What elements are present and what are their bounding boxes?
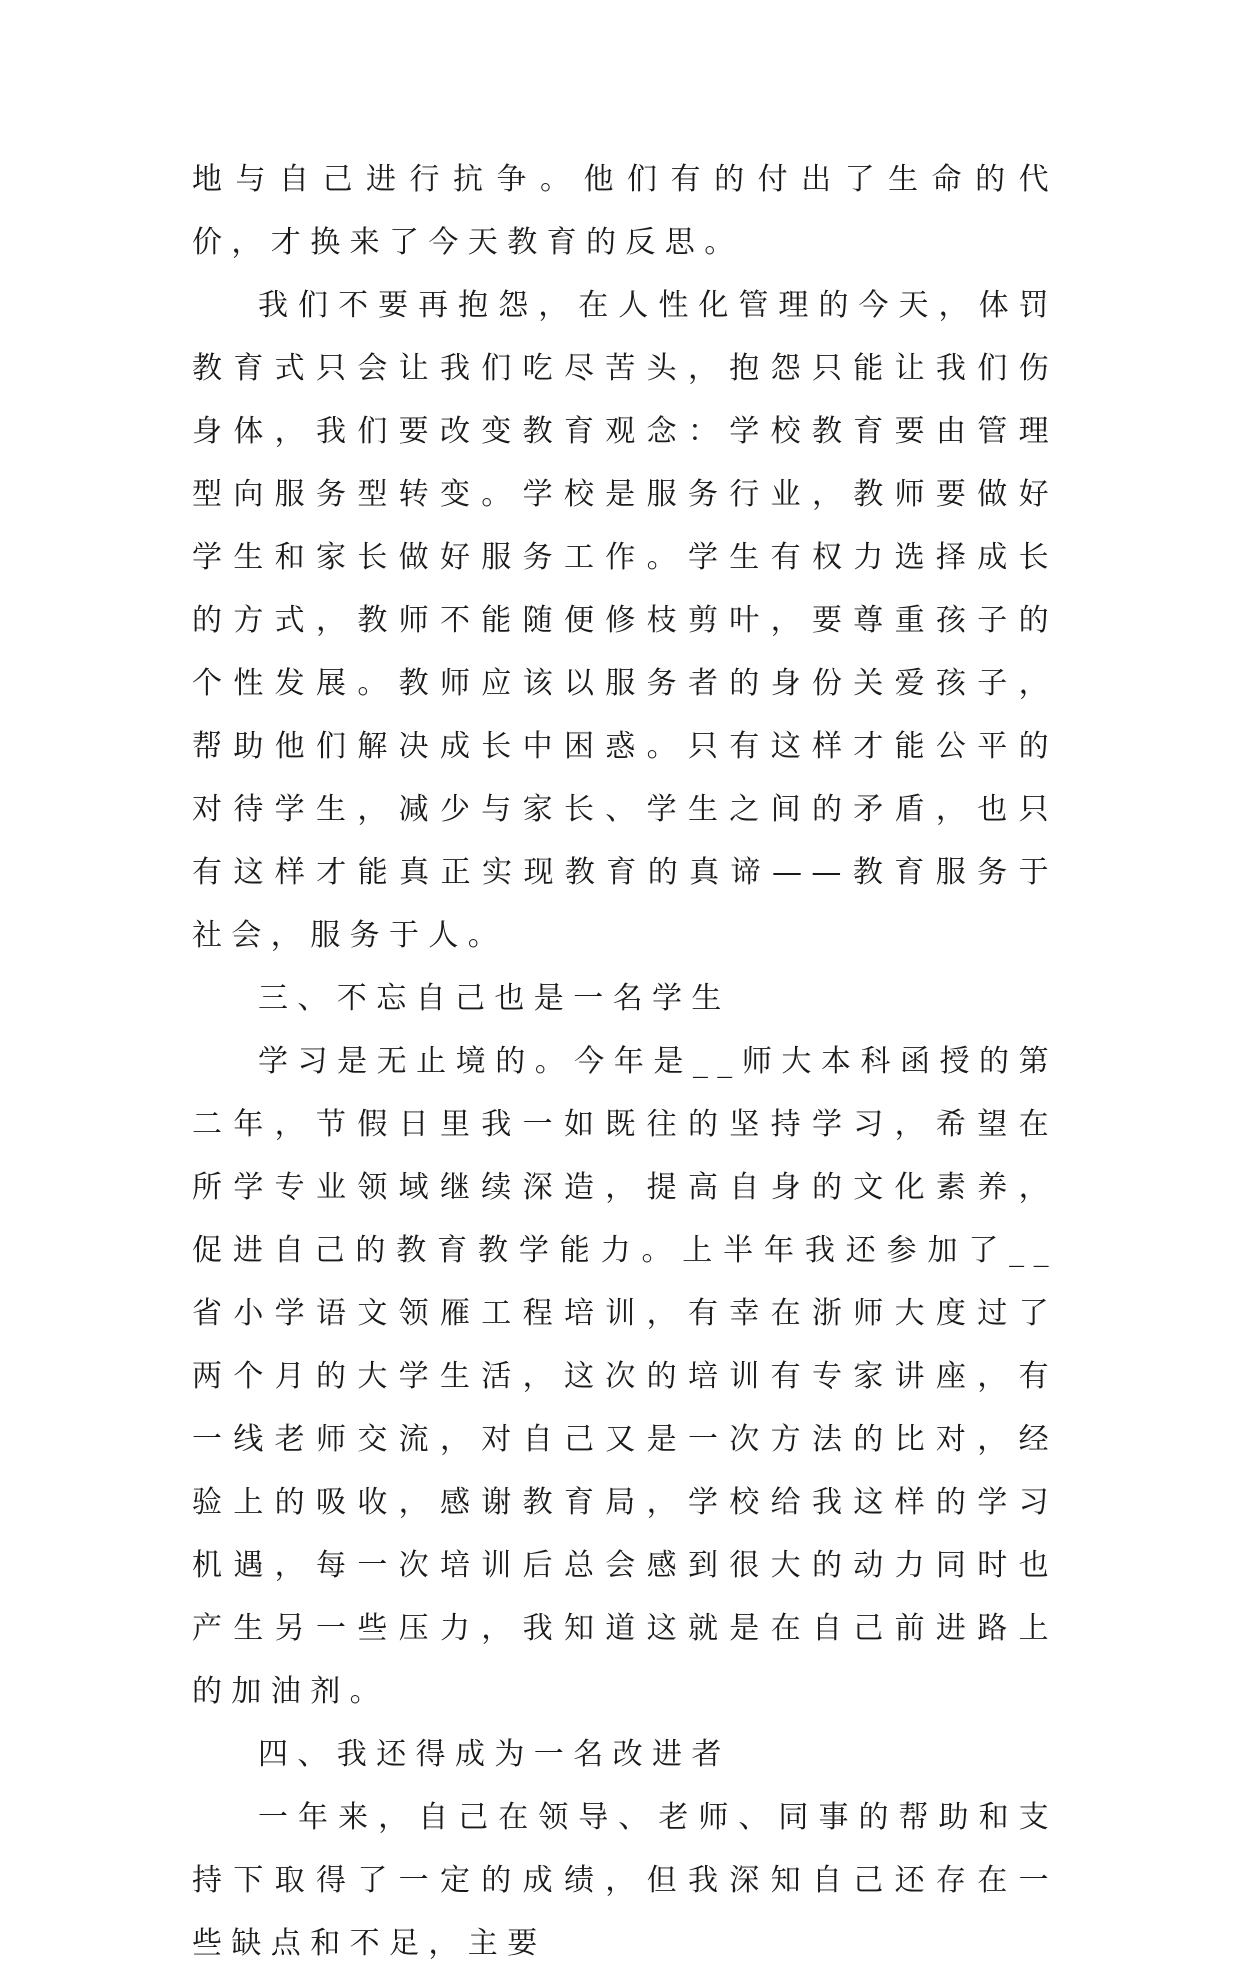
document-page (192, 148, 1058, 1975)
section-heading-3: 三、不忘自己也是一名学生 (258, 981, 731, 1016)
paragraph-continuation: 地与自己进行抗争。他们有的付出了生命的代价，才换来了今天教育的反思。 (192, 162, 1058, 260)
paragraph-learning: 学习是无止境的。今年是__师大本科函授的第二年，节假日里我一如既往的坚持学习，希望在所学专业领域继续深造，提高自身的文化素养，促进自己的教育教学能力。上半年我还参加了__省小学语文领雁工程培训，有幸在浙师大度过了两个月的大学生活，这次的培训有专家讲座，有一线老师交流，对自己又是一次方法的比对，经验上的吸收，感谢教育局，学校给我这样的学习机遇，每一次培训后总会感到很大的动力同时也产生另一些压力，我知道这就是在自己前进路上的加油剂。 (192, 1044, 1058, 1709)
section-heading-4: 四、我还得成为一名改进者 (258, 1737, 731, 1772)
paragraph-improvement: 一年来，自己在领导、老师、同事的帮助和支持下取得了一定的成绩，但我深知自己还存在一些缺点和不足，主要 (192, 1800, 1058, 1961)
paragraph-service-orientation: 我们不要再抱怨，在人性化管理的今天，体罚教育式只会让我们吃尽苦头，抱怨只能让我们伤身体，我们要改变教育观念：学校教育要由管理型向服务型转变。学校是服务行业，教师要做好学生和家长做好服务工作。学生有权力选择成长的方式，教师不能随便修枝剪叶，要尊重孩子的个性发展。教师应该以服务者的身份关爱孩子，帮助他们解决成长中困惑。只有这样才能公平的对待学生，减少与家长、学生之间的矛盾，也只有这样才能真正实现教育的真谛——教育服务于社会，服务于人。 (192, 288, 1058, 953)
